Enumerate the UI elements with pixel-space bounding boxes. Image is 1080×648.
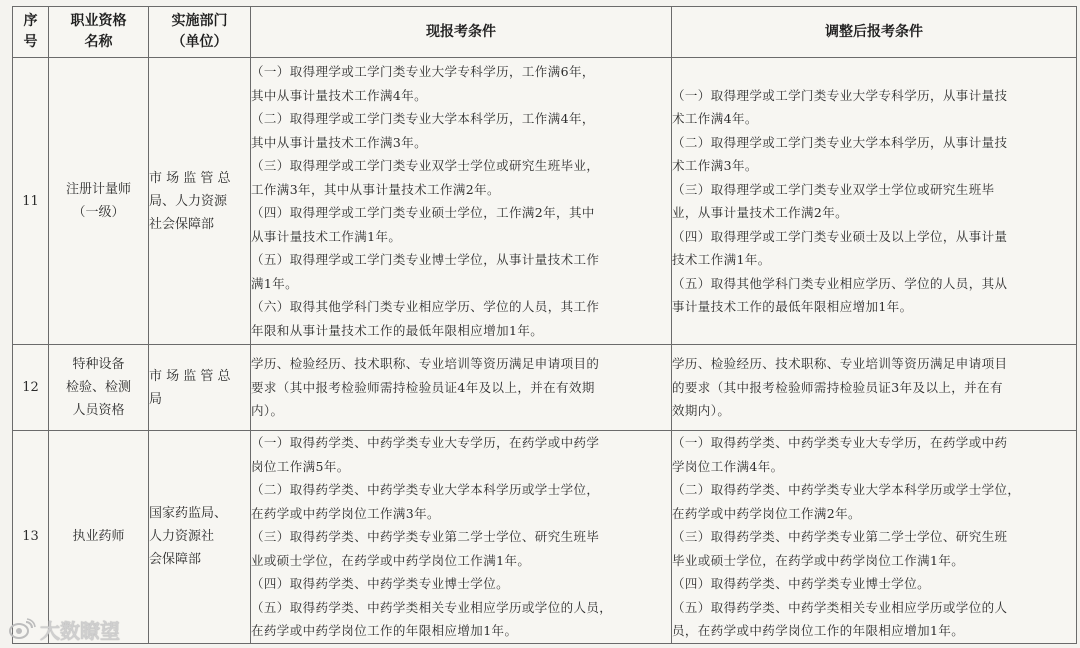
- dept-line: 会保障部: [149, 552, 202, 568]
- name-line: 特种设备: [72, 357, 125, 372]
- condition-line: 学历、检验经历、技术职称、专业培训等资历满足申请项目的: [251, 356, 600, 372]
- watermark: [8, 614, 120, 644]
- name-line: 检验、检测: [65, 380, 131, 395]
- condition-line: 其中从事计量技术工作满4年。: [251, 87, 428, 103]
- condition-line: 内）。: [251, 403, 284, 419]
- qualification-name: [49, 431, 149, 644]
- current-conditions: [251, 431, 672, 644]
- header-text: （单位）: [171, 34, 228, 50]
- condition-line: 业，从事计量技术工作满2年。: [672, 205, 849, 220]
- condition-line: 在药学或中药学岗位工作的年限相应增加1年。: [251, 623, 518, 638]
- condition-line: 工作满3年，其中从事计量技术工作满2年。: [251, 181, 500, 197]
- row-number: 11: [13, 58, 49, 345]
- department: [149, 58, 251, 345]
- condition-line: （一）取得药学类、中药学类专业大专学历，在药学或中药: [672, 435, 1008, 450]
- qualification-name: [49, 58, 149, 345]
- name-line: 执业药师: [72, 529, 125, 545]
- dept-line: 局、人力资源: [149, 193, 228, 209]
- header-num: [13, 7, 49, 58]
- condition-line: （五）取得药学类、中药学类相关专业相应学历或学位的人: [672, 599, 1008, 615]
- department: [149, 431, 251, 644]
- header-name: [49, 7, 149, 58]
- condition-line: （二）取得药学类、中药学类专业大学本科学历或学士学位，: [251, 482, 600, 497]
- condition-line: （三）取得理学或工学门类专业双学士学位或研究生班毕: [672, 181, 995, 197]
- header-dept: [149, 7, 251, 58]
- condition-line: （三）取得理学或工学门类专业双学士学位或研究生班毕业，: [251, 158, 600, 173]
- row-number: 13: [13, 431, 49, 644]
- header-text: 序: [23, 13, 38, 29]
- condition-line: （四）取得理学或工学门类专业硕士学位，工作满2年，其中: [251, 205, 595, 220]
- condition-line: （一）取得理学或工学门类专业大学专科学历，从事计量技: [672, 87, 1008, 103]
- header-text: 实施部门: [171, 13, 228, 29]
- condition-line: （三）取得药学类、中药学类专业第二学士学位、研究生班: [672, 529, 1008, 544]
- header-current: 现报考条件: [251, 7, 672, 58]
- condition-line: （四）取得药学类、中药学类专业博士学位。: [672, 576, 931, 591]
- dept-line: 市 场 监 管 总: [149, 170, 231, 186]
- condition-line: （二）取得药学类、中药学类专业大学本科学历或学士学位，: [672, 482, 1021, 497]
- condition-line: （一）取得理学或工学门类专业大学专科学历，工作满6年，: [251, 64, 595, 79]
- name-line: 注册计量师: [65, 182, 131, 197]
- condition-line: 的要求（其中报考检验师需持检验员证3年及以上，并在有: [672, 379, 1003, 395]
- name-line: （一级）: [72, 205, 125, 220]
- condition-line: 在药学或中药学岗位工作满3年。: [251, 505, 440, 521]
- qualification-table: [12, 6, 1077, 644]
- adjusted-conditions: [672, 345, 1077, 431]
- condition-line: 业或硕士学位，在药学或中药学岗位工作满1年。: [251, 552, 531, 568]
- condition-line: （六）取得其他学科门类专业相应学历、学位的人员，其工作: [251, 299, 600, 314]
- condition-line: （五）取得其他学科门类专业相应学历、学位的人员，其从: [672, 275, 1008, 291]
- dept-line: 局: [149, 391, 163, 407]
- condition-line: 从事计量技术工作满1年。: [251, 228, 402, 244]
- condition-line: 术工作满3年。: [672, 158, 758, 173]
- condition-line: （一）取得药学类、中药学类专业大专学历，在药学或中药学: [251, 435, 600, 450]
- dept-line: 国家药监局、: [149, 506, 228, 522]
- weibo-eye-icon: [8, 618, 36, 640]
- adjusted-conditions: [672, 431, 1077, 644]
- dept-line: 市 场 监 管 总: [149, 368, 231, 384]
- condition-line: （二）取得理学或工学门类专业大学本科学历，工作满4年，: [251, 111, 595, 126]
- condition-line: 术工作满4年。: [672, 111, 758, 126]
- condition-line: 学历、检验经历、技术职称、专业培训等资历满足申请项目: [672, 356, 1008, 372]
- condition-line: 效期内）。: [672, 403, 731, 419]
- dept-line: 人力资源社: [149, 529, 215, 545]
- current-conditions: [251, 345, 672, 431]
- condition-line: 技术工作满1年。: [672, 252, 771, 267]
- dept-line: 社会保障部: [149, 216, 215, 232]
- condition-line: 要求（其中报考检验师需持检验员证4年及以上，并在有效期: [251, 379, 595, 395]
- condition-line: 学岗位工作满4年。: [672, 458, 784, 474]
- table-row: [13, 345, 1077, 431]
- current-conditions: [251, 58, 672, 345]
- qualification-name: [49, 345, 149, 431]
- condition-line: 其中从事计量技术工作满3年。: [251, 134, 428, 150]
- condition-line: 年限和从事计量技术工作的最低年限相应增加1年。: [251, 322, 544, 338]
- condition-line: 毕业或硕士学位，在药学或中药学岗位工作满1年。: [672, 552, 965, 568]
- header-adjusted: 调整后报考条件: [672, 7, 1077, 58]
- condition-line: （四）取得药学类、中药学类专业博士学位。: [251, 576, 510, 591]
- name-line: 人员资格: [72, 403, 125, 418]
- condition-line: （五）取得药学类、中药学类相关专业相应学历或学位的人员，: [251, 599, 613, 615]
- adjusted-conditions: [672, 58, 1077, 345]
- header-text: 名称: [84, 34, 113, 50]
- condition-line: （二）取得理学或工学门类专业大学本科学历，从事计量技: [672, 134, 1008, 150]
- table-header-row: [13, 7, 1077, 58]
- condition-line: 员，在药学或中药学岗位工作的年限相应增加1年。: [672, 623, 965, 638]
- condition-line: 岗位工作满5年。: [251, 458, 350, 474]
- department: [149, 345, 251, 431]
- condition-line: 满1年。: [251, 275, 299, 291]
- condition-line: （三）取得药学类、中药学类专业第二学士学位、研究生班毕: [251, 529, 600, 544]
- table-row: [13, 431, 1077, 644]
- header-text: 职业资格: [70, 13, 127, 29]
- table-row: [13, 58, 1077, 345]
- condition-line: （五）取得理学或工学门类专业博士学位，从事计量技术工作: [251, 252, 600, 267]
- watermark-text: 大数瞭望: [40, 618, 120, 643]
- header-text: 号: [23, 34, 38, 50]
- condition-line: 在药学或中药学岗位工作满2年。: [672, 505, 861, 521]
- row-number: 12: [13, 345, 49, 431]
- condition-line: （四）取得理学或工学门类专业硕士及以上学位，从事计量: [672, 228, 1008, 244]
- condition-line: 事计量技术工作的最低年限相应增加1年。: [672, 299, 913, 314]
